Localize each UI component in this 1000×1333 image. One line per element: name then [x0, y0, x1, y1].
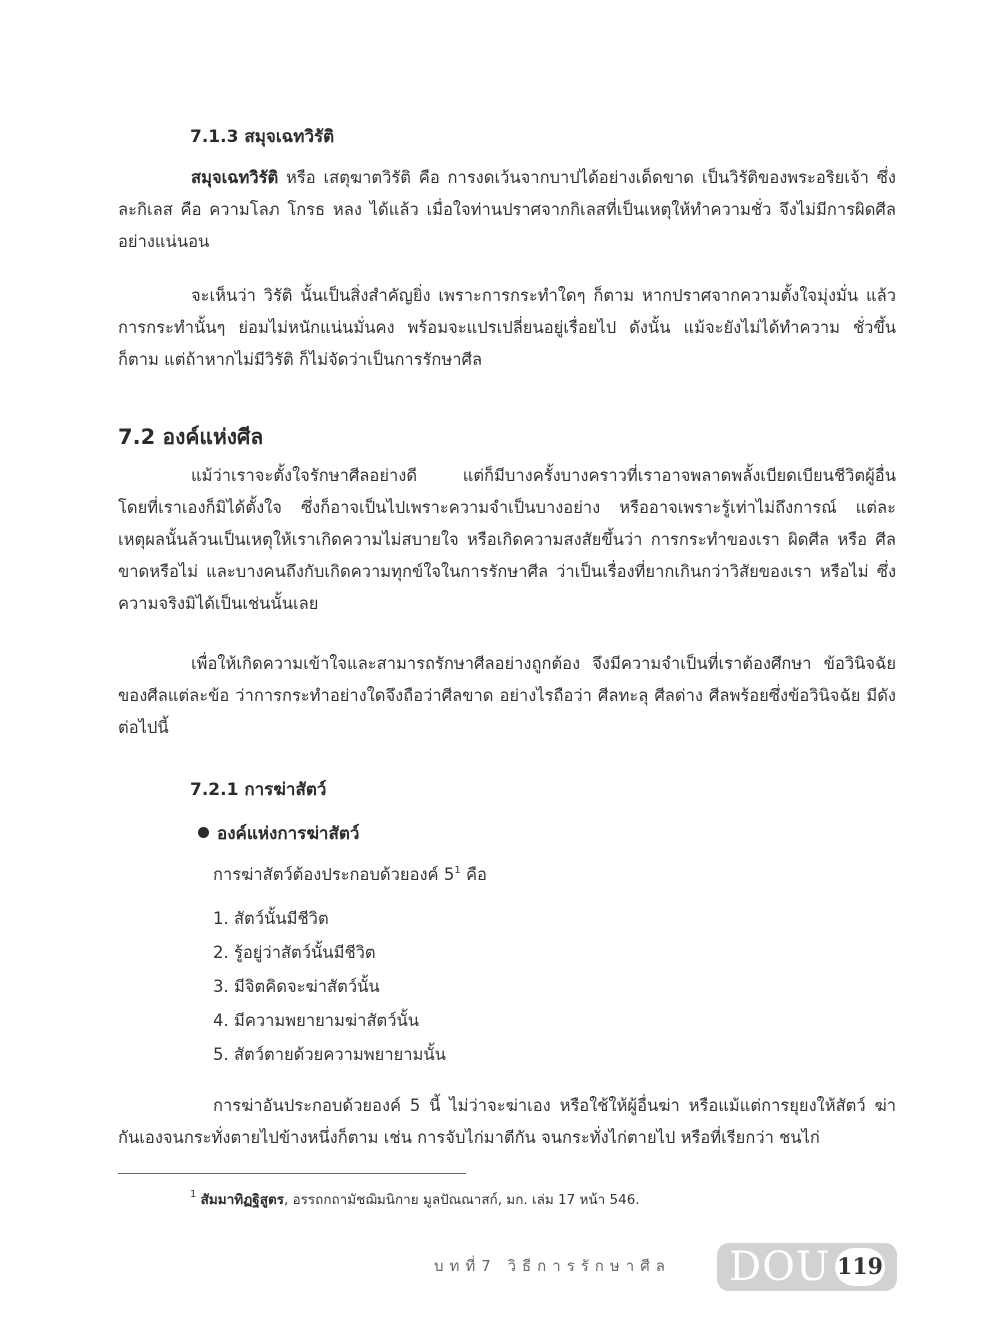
paragraph-sila-doubts: แม้ว่าเราจะตั้งใจรักษาศีลอย่างดี แต่ก็มีบางครั้งบางคราวที่เราอาจพลาดพลั้งเบียดเบียนชีวิตผู้อื่น โดยที่เราเองก็มิได้ตั้งใจ ซึ่งก็อาจเป็นไปเพราะความจำเป็นบางอย่าง หรืออาจเพราะรู้เท่าไม่ถึงการณ์ แต่ละ เหตุผลนั้นล้วนเป็นเหตุให้เราเกิดความไม่สบายใจ หรือเกิดความสงสัยขึ้นว่า การกระทำของเรา ผิดศีล หรือ ศีลขาดหรือไม่ และบางคนถึงกับเกิดความทุกข์ใจในการรักษาศีล ว่าเป็นเรื่องที่ยากเกินกว่าวิสัยของเรา หรือไม่ ซึ่งความจริงมิได้เป็นเช่นนั้นเลย [118, 466, 896, 613]
list-item: 1. สัตว์นั้นมีชีวิต [213, 909, 329, 928]
bullet-heading [198, 820, 359, 847]
section-heading-7-2-1: 7.2.1 การฆ่าสัตว์ [190, 780, 327, 800]
paragraph-sila-judgement: เพื่อให้เกิดความเข้าใจและสามารถรักษาศีลอย่างถูกต้อง จึงมีความจำเป็นที่เราต้องศึกษา ข้อวินิจฉัยของศีลแต่ละข้อ ว่าการกระทำอย่างใดจึงถือว่าศีลขาด อย่างไรถือว่า ศีลทะลุ ศีลด่าง ศีลพร้อยซึ่งข้อวินิจฉัย มีดังต่อไปนี้ [118, 654, 896, 737]
bullet-heading-label: องค์แห่งการฆ่าสัตว์ [217, 824, 360, 844]
killing-intro [213, 858, 487, 892]
footnote-marker: 1 [454, 865, 461, 876]
running-title: บทที่7 วิธีการรักษาศีล [434, 1257, 671, 1275]
list-item: 4. มีความพยายามฆ่าสัตว์นั้น [213, 1011, 420, 1030]
paragraph-samucchheda [118, 162, 896, 258]
section-heading-7-2: 7.2 องค์แห่งศีล [118, 425, 264, 449]
footnote-divider [118, 1173, 466, 1174]
killing-intro-text: การฆ่าสัตว์ต้องประกอบด้วยองค์ 5 [213, 865, 455, 884]
bullet-icon [198, 827, 209, 838]
term-samucchheda: สมุจเฉทวิรัติ [191, 168, 279, 187]
page-number: 119 [835, 1248, 885, 1286]
list-item: 2. รู้อยู่ว่าสัตว์นั้นมีชีวิต [213, 943, 376, 962]
footnote [190, 1190, 640, 1210]
dou-logo: DOU [729, 1244, 831, 1290]
paragraph-virati-importance: จะเห็นว่า วิรัติ นั้นเป็นสิ่งสำคัญยิ่ง เพราะการกระทำใดๆ ก็ตาม หากปราศจากความตั้งใจมุ่งมั่น แล้ว การกระทำนั้นๆ ย่อมไม่หนักแน่นมั่นคง พร้อมจะแปรเปลี่ยนอยู่เรื่อยไป ดังนั้น แม้จะยังไม่ได้ทำความ ชั่วขึ้นก็ตาม แต่ถ้าหากไม่มีวิรัติ ก็ไม่จัดว่าเป็นการรักษาศีล [118, 286, 896, 369]
list-item: 5. สัตว์ตายด้วยความพยายามนั้น [213, 1045, 446, 1064]
factor-list [213, 902, 446, 1072]
page-badge [717, 1243, 897, 1291]
paragraph-killing-scope: การฆ่าอันประกอบด้วยองค์ 5 นี้ ไม่ว่าจะฆ่าเอง หรือใช้ให้ผู้อื่นฆ่า หรือแม้แต่การยุยงให้สัตว์ ฆ่ากันเองจนกระทั่งตายไปข้างหนึ่งก็ตาม เช่น การจับไก่มาตีกัน จนกระทั่งไก่ตายไป หรือที่เรียกว่า ชนไก่ [118, 1096, 896, 1147]
footnote-title: สัมมาทิฏฐิสูตร [200, 1192, 284, 1208]
list-item: 3. มีจิตคิดจะฆ่าสัตว์นั้น [213, 977, 380, 996]
footnote-mark: 1 [190, 1189, 197, 1200]
footnote-source: , อรรถกถามัชฌิมนิกาย มูลปัณณาสก์, มก. เล่ม 17 หน้า 546. [283, 1192, 640, 1208]
section-heading-7-1-3: 7.1.3 สมุจเฉทวิรัติ [190, 127, 335, 147]
paragraph-text: หรือ เสตุฆาตวิรัติ คือ การงดเว้นจากบาปได้อย่างเด็ดขาด เป็นวิรัติของพระอริยเจ้า ซึ่งละกิเลส คือ ความโลภ โกรธ หลง ได้แล้ว เมื่อใจท่านปราศจากกิเลสที่เป็นเหตุให้ทำความชั่ว จึงไม่มีการผิดศีลอย่างแน่นอน [118, 168, 896, 251]
killing-intro-end: คือ [460, 865, 487, 884]
